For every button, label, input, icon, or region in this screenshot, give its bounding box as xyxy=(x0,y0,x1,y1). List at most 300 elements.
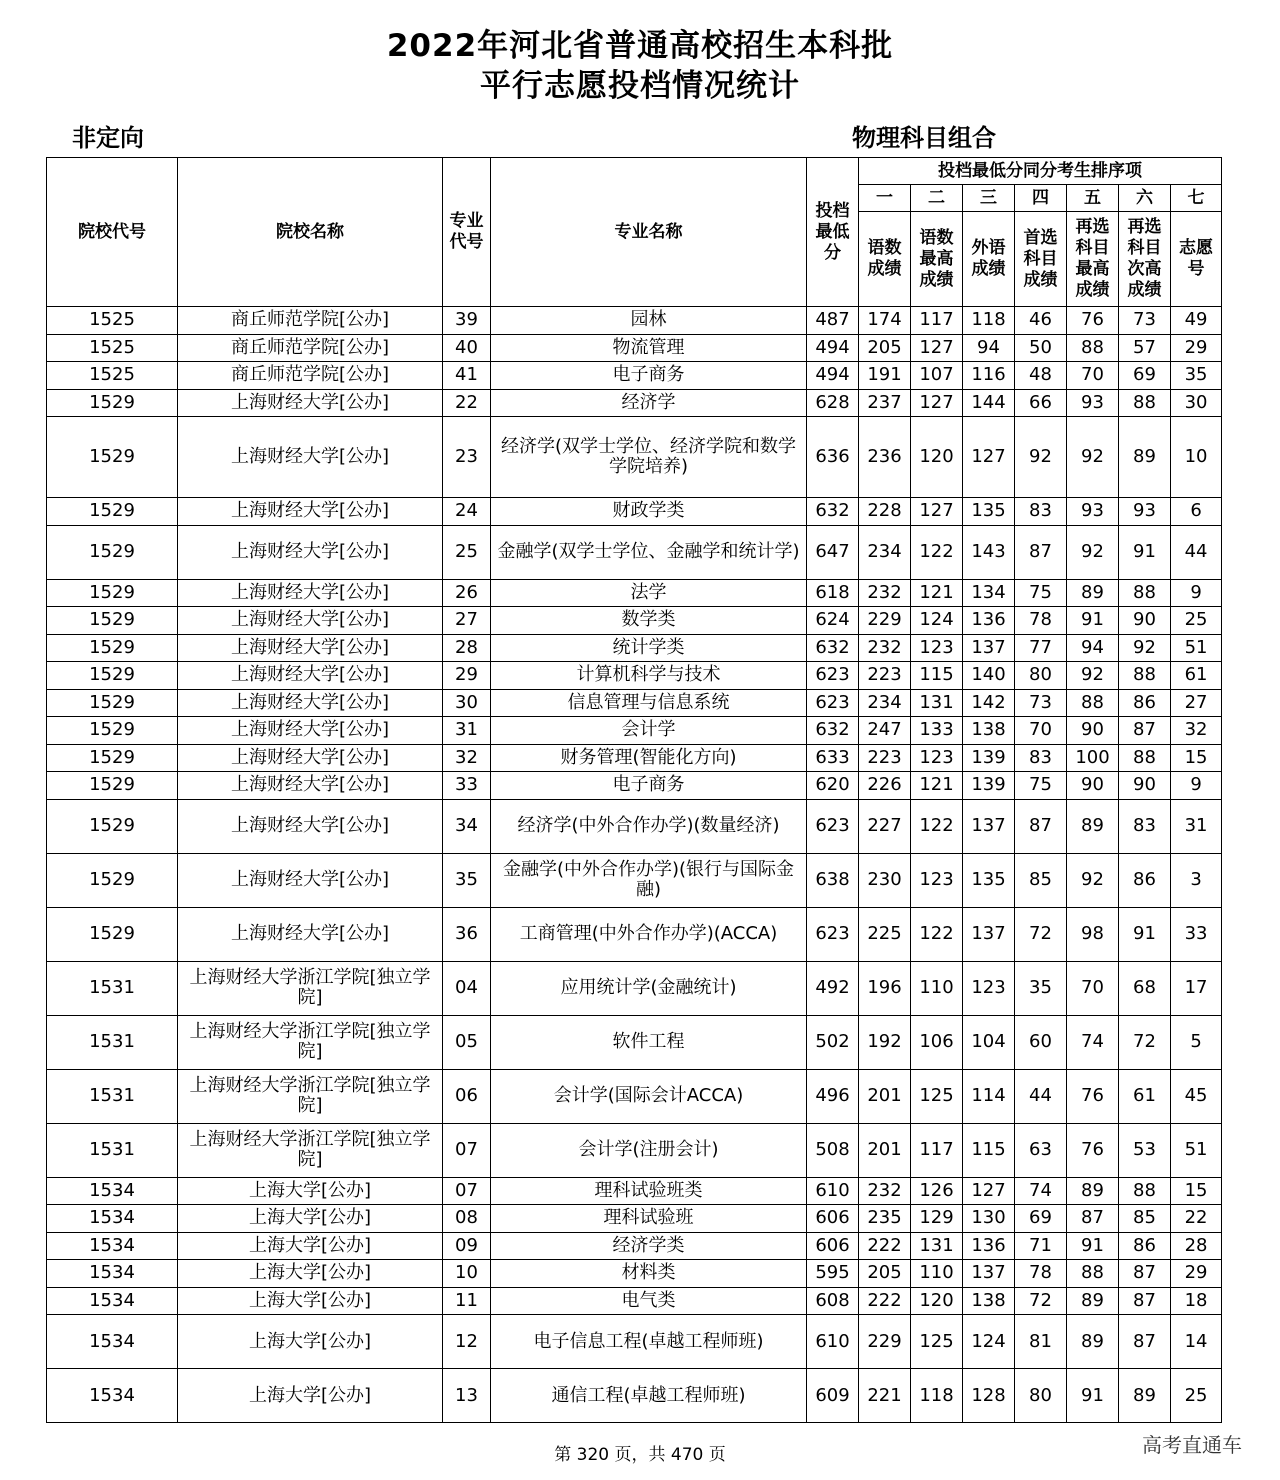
cell-tiebreak-1: 205 xyxy=(859,334,911,362)
cell-tiebreak-6: 87 xyxy=(1119,1315,1171,1369)
cell-tiebreak-4: 60 xyxy=(1015,1015,1067,1069)
cell-tiebreak-1: 236 xyxy=(859,417,911,498)
table-row xyxy=(47,1369,1222,1423)
cell-major-name: 金融学(中外合作办学)(银行与国际金融) xyxy=(491,853,807,907)
cell-tiebreak-3: 127 xyxy=(963,417,1015,498)
cell-major-name: 会计学 xyxy=(491,717,807,745)
cell-tiebreak-2: 117 xyxy=(911,307,963,335)
cell-min-score: 632 xyxy=(807,634,859,662)
cell-tiebreak-2: 122 xyxy=(911,799,963,853)
cell-school-code: 1529 xyxy=(47,689,178,717)
cell-tiebreak-6: 89 xyxy=(1119,1369,1171,1423)
cell-tiebreak-4: 50 xyxy=(1015,334,1067,362)
table-row xyxy=(47,579,1222,607)
cell-min-score: 636 xyxy=(807,417,859,498)
header-tiebreak-item: 再选科目最高成绩 xyxy=(1067,212,1119,307)
cell-min-score: 487 xyxy=(807,307,859,335)
table-body xyxy=(47,307,1222,1423)
cell-tiebreak-5: 92 xyxy=(1067,662,1119,690)
cell-major-name: 理科试验班类 xyxy=(491,1177,807,1205)
cell-tiebreak-1: 227 xyxy=(859,799,911,853)
cell-tiebreak-4: 78 xyxy=(1015,607,1067,635)
cell-major-name: 通信工程(卓越工程师班) xyxy=(491,1369,807,1423)
cell-tiebreak-6: 90 xyxy=(1119,772,1171,800)
cell-major-name: 理科试验班 xyxy=(491,1205,807,1233)
cell-tiebreak-6: 69 xyxy=(1119,362,1171,390)
cell-tiebreak-2: 125 xyxy=(911,1315,963,1369)
cell-tiebreak-6: 53 xyxy=(1119,1123,1171,1177)
table-row xyxy=(47,1069,1222,1123)
cell-major-code: 12 xyxy=(443,1315,491,1369)
cell-tiebreak-2: 123 xyxy=(911,853,963,907)
admission-table xyxy=(46,157,1222,1423)
cell-tiebreak-3: 137 xyxy=(963,1260,1015,1288)
cell-tiebreak-7: 17 xyxy=(1171,961,1222,1015)
cell-tiebreak-5: 88 xyxy=(1067,1260,1119,1288)
cell-min-score: 638 xyxy=(807,853,859,907)
cell-tiebreak-3: 138 xyxy=(963,1287,1015,1315)
cell-tiebreak-1: 235 xyxy=(859,1205,911,1233)
header-order: 七 xyxy=(1171,185,1222,212)
cell-school-name: 上海财经大学[公办] xyxy=(178,744,443,772)
cell-min-score: 628 xyxy=(807,389,859,417)
subtitle-right: 物理科目组合 xyxy=(852,124,996,152)
cell-tiebreak-2: 123 xyxy=(911,744,963,772)
table-row xyxy=(47,307,1222,335)
cell-tiebreak-4: 63 xyxy=(1015,1123,1067,1177)
cell-tiebreak-2: 120 xyxy=(911,417,963,498)
header-tiebreak-item: 外语成绩 xyxy=(963,212,1015,307)
cell-tiebreak-6: 87 xyxy=(1119,717,1171,745)
cell-school-code: 1529 xyxy=(47,662,178,690)
cell-tiebreak-4: 83 xyxy=(1015,744,1067,772)
cell-tiebreak-7: 51 xyxy=(1171,1123,1222,1177)
cell-tiebreak-3: 134 xyxy=(963,579,1015,607)
cell-tiebreak-2: 125 xyxy=(911,1069,963,1123)
cell-min-score: 623 xyxy=(807,907,859,961)
cell-tiebreak-1: 201 xyxy=(859,1069,911,1123)
cell-tiebreak-7: 10 xyxy=(1171,417,1222,498)
cell-tiebreak-2: 126 xyxy=(911,1177,963,1205)
cell-tiebreak-5: 70 xyxy=(1067,961,1119,1015)
cell-school-name: 上海大学[公办] xyxy=(178,1232,443,1260)
cell-tiebreak-5: 89 xyxy=(1067,1287,1119,1315)
cell-tiebreak-3: 140 xyxy=(963,662,1015,690)
cell-min-score: 624 xyxy=(807,607,859,635)
cell-school-name: 上海大学[公办] xyxy=(178,1177,443,1205)
cell-tiebreak-5: 89 xyxy=(1067,1315,1119,1369)
cell-tiebreak-4: 74 xyxy=(1015,1177,1067,1205)
cell-school-code: 1534 xyxy=(47,1315,178,1369)
cell-tiebreak-3: 104 xyxy=(963,1015,1015,1069)
cell-min-score: 494 xyxy=(807,334,859,362)
cell-major-code: 09 xyxy=(443,1232,491,1260)
cell-school-code: 1529 xyxy=(47,744,178,772)
cell-tiebreak-7: 49 xyxy=(1171,307,1222,335)
cell-tiebreak-2: 127 xyxy=(911,498,963,526)
cell-tiebreak-3: 128 xyxy=(963,1369,1015,1423)
cell-major-code: 23 xyxy=(443,417,491,498)
cell-major-name: 法学 xyxy=(491,579,807,607)
cell-tiebreak-6: 91 xyxy=(1119,525,1171,579)
cell-school-code: 1534 xyxy=(47,1260,178,1288)
cell-major-code: 08 xyxy=(443,1205,491,1233)
header-school-name: 院校名称 xyxy=(178,158,443,307)
cell-major-code: 40 xyxy=(443,334,491,362)
cell-tiebreak-6: 86 xyxy=(1119,689,1171,717)
cell-tiebreak-6: 90 xyxy=(1119,607,1171,635)
cell-major-code: 10 xyxy=(443,1260,491,1288)
cell-tiebreak-3: 135 xyxy=(963,498,1015,526)
table-row xyxy=(47,1015,1222,1069)
cell-tiebreak-6: 92 xyxy=(1119,634,1171,662)
cell-school-code: 1525 xyxy=(47,307,178,335)
cell-tiebreak-5: 90 xyxy=(1067,717,1119,745)
header-order: 四 xyxy=(1015,185,1067,212)
cell-tiebreak-4: 80 xyxy=(1015,662,1067,690)
cell-tiebreak-2: 117 xyxy=(911,1123,963,1177)
cell-min-score: 618 xyxy=(807,579,859,607)
cell-school-name: 上海大学[公办] xyxy=(178,1287,443,1315)
cell-major-code: 39 xyxy=(443,307,491,335)
cell-min-score: 633 xyxy=(807,744,859,772)
cell-tiebreak-4: 70 xyxy=(1015,717,1067,745)
cell-major-code: 07 xyxy=(443,1177,491,1205)
cell-major-name: 经济学 xyxy=(491,389,807,417)
cell-min-score: 623 xyxy=(807,799,859,853)
watermark-text: 高考直通车 xyxy=(1142,1433,1242,1457)
cell-school-code: 1531 xyxy=(47,1069,178,1123)
cell-tiebreak-1: 225 xyxy=(859,907,911,961)
cell-major-name: 金融学(双学士学位、金融学和统计学) xyxy=(491,525,807,579)
cell-tiebreak-2: 110 xyxy=(911,1260,963,1288)
cell-tiebreak-2: 106 xyxy=(911,1015,963,1069)
cell-tiebreak-6: 68 xyxy=(1119,961,1171,1015)
header-order: 二 xyxy=(911,185,963,212)
cell-tiebreak-5: 98 xyxy=(1067,907,1119,961)
cell-school-code: 1525 xyxy=(47,334,178,362)
header-order: 五 xyxy=(1067,185,1119,212)
cell-major-code: 31 xyxy=(443,717,491,745)
cell-school-code: 1531 xyxy=(47,1123,178,1177)
cell-tiebreak-3: 139 xyxy=(963,744,1015,772)
cell-tiebreak-6: 88 xyxy=(1119,1177,1171,1205)
cell-major-code: 28 xyxy=(443,634,491,662)
header-major-code: 专业代号 xyxy=(443,158,491,307)
cell-tiebreak-2: 118 xyxy=(911,1369,963,1423)
cell-tiebreak-1: 234 xyxy=(859,525,911,579)
table-row xyxy=(47,961,1222,1015)
cell-tiebreak-7: 25 xyxy=(1171,607,1222,635)
cell-tiebreak-3: 115 xyxy=(963,1123,1015,1177)
cell-school-name: 上海财经大学[公办] xyxy=(178,525,443,579)
cell-tiebreak-1: 174 xyxy=(859,307,911,335)
cell-school-code: 1534 xyxy=(47,1369,178,1423)
table-row xyxy=(47,1287,1222,1315)
cell-tiebreak-5: 92 xyxy=(1067,525,1119,579)
cell-school-name: 上海财经大学[公办] xyxy=(178,907,443,961)
cell-tiebreak-5: 88 xyxy=(1067,334,1119,362)
cell-tiebreak-1: 234 xyxy=(859,689,911,717)
cell-major-name: 统计学类 xyxy=(491,634,807,662)
cell-school-name: 上海大学[公办] xyxy=(178,1369,443,1423)
cell-tiebreak-1: 226 xyxy=(859,772,911,800)
table-row xyxy=(47,334,1222,362)
cell-min-score: 494 xyxy=(807,362,859,390)
cell-school-name: 上海财经大学[公办] xyxy=(178,579,443,607)
cell-major-code: 22 xyxy=(443,389,491,417)
table-row xyxy=(47,772,1222,800)
cell-tiebreak-6: 85 xyxy=(1119,1205,1171,1233)
cell-tiebreak-4: 77 xyxy=(1015,634,1067,662)
cell-tiebreak-4: 35 xyxy=(1015,961,1067,1015)
cell-tiebreak-6: 88 xyxy=(1119,662,1171,690)
cell-tiebreak-4: 83 xyxy=(1015,498,1067,526)
cell-major-code: 34 xyxy=(443,799,491,853)
cell-tiebreak-7: 29 xyxy=(1171,1260,1222,1288)
cell-tiebreak-4: 44 xyxy=(1015,1069,1067,1123)
cell-major-code: 35 xyxy=(443,853,491,907)
cell-min-score: 496 xyxy=(807,1069,859,1123)
cell-major-code: 04 xyxy=(443,961,491,1015)
cell-school-code: 1529 xyxy=(47,853,178,907)
cell-tiebreak-7: 31 xyxy=(1171,799,1222,853)
cell-tiebreak-7: 51 xyxy=(1171,634,1222,662)
cell-tiebreak-2: 115 xyxy=(911,662,963,690)
cell-tiebreak-6: 83 xyxy=(1119,799,1171,853)
cell-tiebreak-4: 72 xyxy=(1015,907,1067,961)
cell-tiebreak-7: 22 xyxy=(1171,1205,1222,1233)
cell-tiebreak-5: 100 xyxy=(1067,744,1119,772)
cell-school-code: 1534 xyxy=(47,1232,178,1260)
cell-tiebreak-1: 229 xyxy=(859,607,911,635)
cell-tiebreak-1: 191 xyxy=(859,362,911,390)
header-tiebreak-item: 再选科目次高成绩 xyxy=(1119,212,1171,307)
header-order: 六 xyxy=(1119,185,1171,212)
page-title-line1: 2022年河北省普通高校招生本科批 xyxy=(386,28,894,64)
cell-tiebreak-7: 18 xyxy=(1171,1287,1222,1315)
table-row xyxy=(47,525,1222,579)
cell-major-name: 园林 xyxy=(491,307,807,335)
cell-tiebreak-6: 88 xyxy=(1119,389,1171,417)
cell-major-name: 经济学类 xyxy=(491,1232,807,1260)
cell-school-name: 上海财经大学[公办] xyxy=(178,772,443,800)
cell-tiebreak-4: 73 xyxy=(1015,689,1067,717)
cell-school-name: 上海财经大学[公办] xyxy=(178,799,443,853)
cell-min-score: 623 xyxy=(807,662,859,690)
cell-tiebreak-6: 72 xyxy=(1119,1015,1171,1069)
cell-tiebreak-2: 133 xyxy=(911,717,963,745)
cell-tiebreak-5: 92 xyxy=(1067,853,1119,907)
cell-tiebreak-4: 72 xyxy=(1015,1287,1067,1315)
cell-tiebreak-6: 87 xyxy=(1119,1287,1171,1315)
cell-tiebreak-5: 91 xyxy=(1067,607,1119,635)
cell-tiebreak-2: 107 xyxy=(911,362,963,390)
cell-tiebreak-4: 81 xyxy=(1015,1315,1067,1369)
cell-min-score: 606 xyxy=(807,1205,859,1233)
cell-tiebreak-7: 45 xyxy=(1171,1069,1222,1123)
cell-major-code: 33 xyxy=(443,772,491,800)
cell-school-name: 上海财经大学[公办] xyxy=(178,417,443,498)
cell-min-score: 620 xyxy=(807,772,859,800)
cell-tiebreak-4: 85 xyxy=(1015,853,1067,907)
cell-tiebreak-7: 3 xyxy=(1171,853,1222,907)
cell-tiebreak-6: 91 xyxy=(1119,907,1171,961)
cell-tiebreak-4: 75 xyxy=(1015,772,1067,800)
cell-tiebreak-2: 131 xyxy=(911,1232,963,1260)
cell-tiebreak-3: 144 xyxy=(963,389,1015,417)
cell-tiebreak-6: 88 xyxy=(1119,744,1171,772)
table-row xyxy=(47,853,1222,907)
cell-tiebreak-7: 15 xyxy=(1171,744,1222,772)
cell-major-code: 29 xyxy=(443,662,491,690)
cell-tiebreak-1: 192 xyxy=(859,1015,911,1069)
cell-min-score: 623 xyxy=(807,689,859,717)
cell-tiebreak-3: 114 xyxy=(963,1069,1015,1123)
cell-tiebreak-5: 91 xyxy=(1067,1232,1119,1260)
cell-school-name: 上海财经大学[公办] xyxy=(178,607,443,635)
cell-tiebreak-2: 127 xyxy=(911,389,963,417)
cell-major-code: 13 xyxy=(443,1369,491,1423)
table-row xyxy=(47,1177,1222,1205)
cell-tiebreak-3: 137 xyxy=(963,634,1015,662)
cell-major-code: 05 xyxy=(443,1015,491,1069)
cell-major-name: 电子商务 xyxy=(491,362,807,390)
cell-school-name: 上海财经大学[公办] xyxy=(178,498,443,526)
cell-tiebreak-5: 90 xyxy=(1067,772,1119,800)
cell-tiebreak-7: 27 xyxy=(1171,689,1222,717)
cell-tiebreak-3: 136 xyxy=(963,1232,1015,1260)
cell-major-name: 数学类 xyxy=(491,607,807,635)
table-row xyxy=(47,1260,1222,1288)
cell-tiebreak-3: 143 xyxy=(963,525,1015,579)
cell-tiebreak-5: 93 xyxy=(1067,498,1119,526)
cell-tiebreak-1: 247 xyxy=(859,717,911,745)
cell-tiebreak-6: 89 xyxy=(1119,417,1171,498)
cell-school-code: 1529 xyxy=(47,389,178,417)
cell-tiebreak-1: 232 xyxy=(859,579,911,607)
cell-tiebreak-3: 130 xyxy=(963,1205,1015,1233)
cell-school-name: 商丘师范学院[公办] xyxy=(178,307,443,335)
cell-major-name: 电子信息工程(卓越工程师班) xyxy=(491,1315,807,1369)
cell-min-score: 595 xyxy=(807,1260,859,1288)
cell-tiebreak-6: 93 xyxy=(1119,498,1171,526)
cell-tiebreak-7: 25 xyxy=(1171,1369,1222,1423)
cell-tiebreak-1: 223 xyxy=(859,744,911,772)
cell-major-name: 计算机科学与技术 xyxy=(491,662,807,690)
cell-tiebreak-7: 28 xyxy=(1171,1232,1222,1260)
cell-tiebreak-7: 33 xyxy=(1171,907,1222,961)
cell-tiebreak-7: 15 xyxy=(1171,1177,1222,1205)
cell-school-code: 1534 xyxy=(47,1205,178,1233)
cell-tiebreak-7: 9 xyxy=(1171,579,1222,607)
cell-tiebreak-4: 87 xyxy=(1015,799,1067,853)
cell-tiebreak-1: 222 xyxy=(859,1232,911,1260)
cell-min-score: 632 xyxy=(807,498,859,526)
cell-tiebreak-4: 87 xyxy=(1015,525,1067,579)
cell-school-code: 1529 xyxy=(47,579,178,607)
cell-major-name: 应用统计学(金融统计) xyxy=(491,961,807,1015)
cell-major-name: 材料类 xyxy=(491,1260,807,1288)
cell-tiebreak-1: 232 xyxy=(859,1177,911,1205)
cell-school-name: 商丘师范学院[公办] xyxy=(178,334,443,362)
cell-tiebreak-4: 92 xyxy=(1015,417,1067,498)
cell-tiebreak-1: 221 xyxy=(859,1369,911,1423)
cell-major-code: 26 xyxy=(443,579,491,607)
cell-tiebreak-3: 118 xyxy=(963,307,1015,335)
cell-tiebreak-2: 127 xyxy=(911,334,963,362)
cell-tiebreak-1: 232 xyxy=(859,634,911,662)
cell-school-name: 上海财经大学[公办] xyxy=(178,389,443,417)
cell-tiebreak-4: 78 xyxy=(1015,1260,1067,1288)
cell-major-code: 07 xyxy=(443,1123,491,1177)
cell-school-code: 1531 xyxy=(47,961,178,1015)
cell-min-score: 610 xyxy=(807,1177,859,1205)
header-major-name: 专业名称 xyxy=(491,158,807,307)
cell-school-name: 上海财经大学浙江学院[独立学院] xyxy=(178,961,443,1015)
cell-tiebreak-5: 93 xyxy=(1067,389,1119,417)
cell-tiebreak-5: 87 xyxy=(1067,1205,1119,1233)
cell-tiebreak-5: 76 xyxy=(1067,307,1119,335)
cell-tiebreak-4: 69 xyxy=(1015,1205,1067,1233)
cell-major-code: 25 xyxy=(443,525,491,579)
cell-tiebreak-7: 61 xyxy=(1171,662,1222,690)
cell-tiebreak-7: 44 xyxy=(1171,525,1222,579)
cell-school-code: 1534 xyxy=(47,1287,178,1315)
cell-tiebreak-1: 229 xyxy=(859,1315,911,1369)
cell-tiebreak-5: 74 xyxy=(1067,1015,1119,1069)
cell-tiebreak-1: 228 xyxy=(859,498,911,526)
cell-school-code: 1534 xyxy=(47,1177,178,1205)
cell-tiebreak-2: 121 xyxy=(911,772,963,800)
cell-tiebreak-2: 122 xyxy=(911,907,963,961)
cell-tiebreak-7: 32 xyxy=(1171,717,1222,745)
cell-major-code: 32 xyxy=(443,744,491,772)
cell-tiebreak-1: 237 xyxy=(859,389,911,417)
cell-school-code: 1529 xyxy=(47,498,178,526)
table-row xyxy=(47,662,1222,690)
cell-school-name: 上海财经大学[公办] xyxy=(178,634,443,662)
cell-tiebreak-5: 88 xyxy=(1067,689,1119,717)
cell-tiebreak-5: 76 xyxy=(1067,1123,1119,1177)
cell-tiebreak-6: 61 xyxy=(1119,1069,1171,1123)
table-row xyxy=(47,362,1222,390)
cell-tiebreak-5: 89 xyxy=(1067,799,1119,853)
cell-tiebreak-7: 30 xyxy=(1171,389,1222,417)
page-title-line2: 平行志愿投档情况统计 xyxy=(480,68,800,104)
cell-school-code: 1529 xyxy=(47,525,178,579)
cell-tiebreak-1: 222 xyxy=(859,1287,911,1315)
cell-min-score: 608 xyxy=(807,1287,859,1315)
cell-school-code: 1529 xyxy=(47,907,178,961)
cell-major-name: 物流管理 xyxy=(491,334,807,362)
cell-school-code: 1529 xyxy=(47,799,178,853)
table-row xyxy=(47,417,1222,498)
cell-tiebreak-1: 201 xyxy=(859,1123,911,1177)
cell-school-code: 1529 xyxy=(47,417,178,498)
cell-tiebreak-7: 9 xyxy=(1171,772,1222,800)
cell-tiebreak-5: 91 xyxy=(1067,1369,1119,1423)
table-row xyxy=(47,717,1222,745)
cell-major-code: 36 xyxy=(443,907,491,961)
table-row xyxy=(47,744,1222,772)
table-row xyxy=(47,1315,1222,1369)
table-row xyxy=(47,907,1222,961)
table-row xyxy=(47,498,1222,526)
cell-tiebreak-7: 5 xyxy=(1171,1015,1222,1069)
cell-school-name: 上海大学[公办] xyxy=(178,1205,443,1233)
cell-major-code: 30 xyxy=(443,689,491,717)
